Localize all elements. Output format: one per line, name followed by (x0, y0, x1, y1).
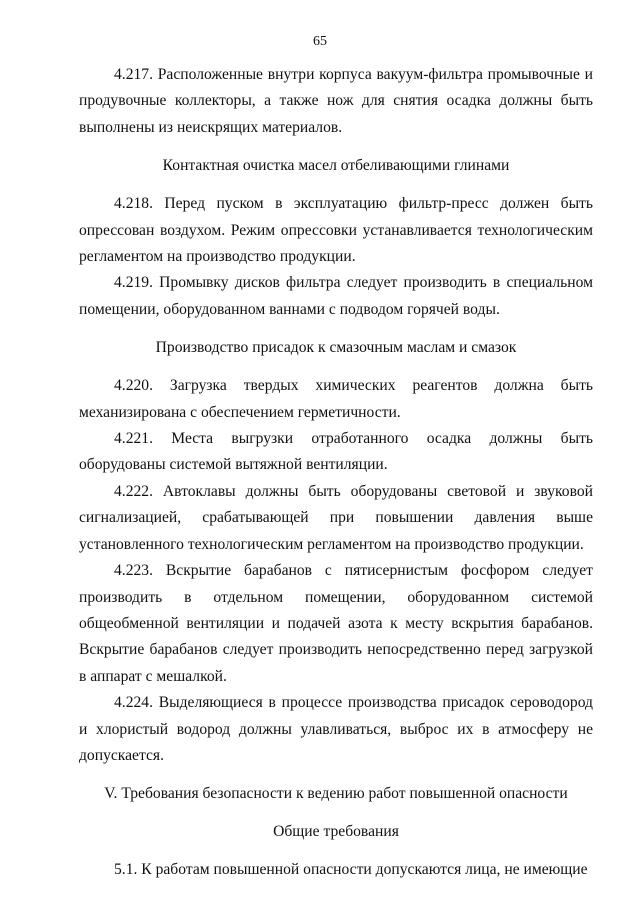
section-heading-additives-production: Производство присадок к смазочным маслам и смазок (155, 339, 517, 357)
paragraph-4-219: 4.219. Промывку дисков фильтра следует производить в специальном помещении, оборудованном ваннами с подводом горячей воды. (79, 274, 593, 318)
paragraph-4-224: 4.224. Выделяющиеся в процессе производства присадок сероводород и хлористый водород должны улавливаться, выброс их в атмосферу не допускается. (79, 694, 593, 764)
paragraph-4-222: 4.222. Автоклавы должны быть оборудованы световой и звуковой сигнализацией, срабатывающей при повышении давления выше установленного технологическим регламентом на производство продукции. (79, 482, 593, 553)
paragraph-4-223: 4.223. Вскрытие барабанов с пятисернистым фосфором следует производить в отдельном помещении, оборудованном системой общеобменной вентиляции и подачей азота к месту вскрытия барабанов. Вскрытие барабанов следует производить непосредственно перед загрузкой в аппарат с мешалкой. (79, 562, 593, 685)
paragraph-4-217: 4.217. Расположенные внутри корпуса вакуум-фильтра промывочные и продувочные коллекторы, а также нож для снятия осадка должны быть выполнены из неискрящих материалов. (79, 66, 593, 136)
paragraph-4-221: 4.221. Места выгрузки отработанного осадка должны быть оборудованы системой вытяжной вентиляции. (79, 430, 593, 474)
page-number: 65 (313, 34, 327, 49)
subsection-heading-general-requirements: Общие требования (273, 823, 399, 841)
paragraph-5-1: 5.1. К работам повышенной опасности допускаются лица, не имеющие (114, 861, 588, 879)
chapter-heading-high-risk-work: V. Требования безопасности к ведению работ повышенной опасности (104, 785, 568, 803)
paragraph-4-220: 4.220. Загрузка твердых химических реагентов должна быть механизирована с обеспечением герметичности. (79, 377, 593, 421)
paragraph-4-218: 4.218. Перед пуском в эксплуатацию фильтр-пресс должен быть опрессован воздухом. Режим опрессовки устанавливается технологическим регламентом на производство продукции. (79, 195, 593, 266)
document-body (79, 62, 593, 884)
section-heading-contact-cleaning: Контактная очистка масел отбеливающими глинами (162, 157, 510, 175)
